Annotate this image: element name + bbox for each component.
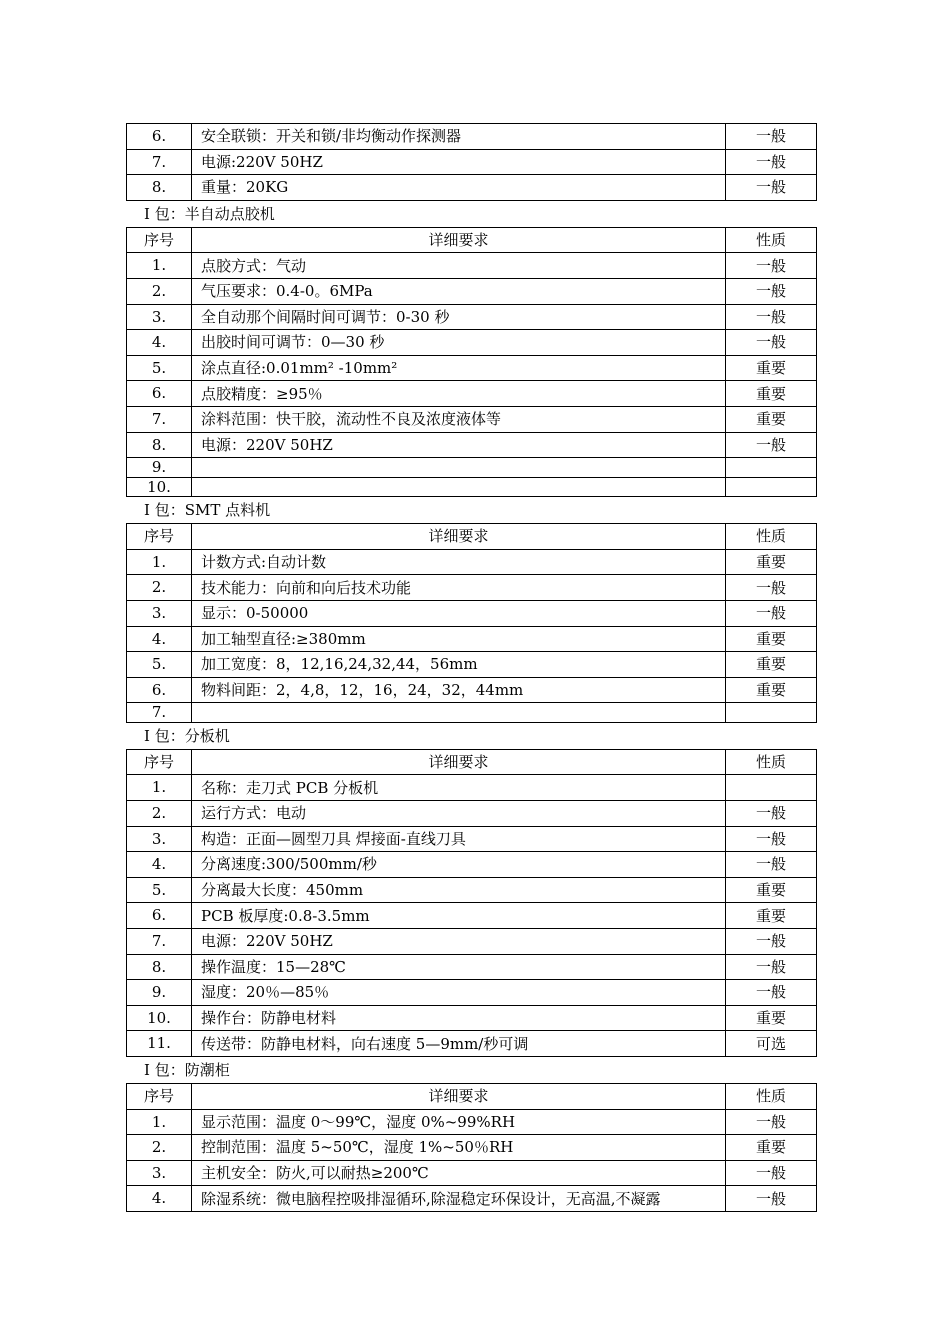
row-nature: 一般 (726, 954, 817, 980)
table-header-row (127, 227, 817, 253)
table-row (127, 458, 817, 478)
table-row (127, 1160, 817, 1186)
row-detail: 除湿系统：微电脑程控吸排湿循环,除湿稳定环保设计，无高温,不凝露 (192, 1186, 726, 1212)
header-cell-nature: 性质 (726, 524, 817, 550)
row-nature: 一般 (726, 175, 817, 201)
row-number: 5. (127, 355, 192, 381)
table-row (127, 1135, 817, 1161)
row-detail: 点胶方式：气动 (192, 253, 726, 279)
row-number: 3. (127, 826, 192, 852)
row-number: 4. (127, 626, 192, 652)
row-number: 8. (127, 175, 192, 201)
row-nature: 一般 (726, 575, 817, 601)
row-number: 4. (127, 1186, 192, 1212)
row-nature: 重要 (726, 549, 817, 575)
table-row (127, 330, 817, 356)
row-nature (726, 703, 817, 723)
row-detail: 控制范围：温度 5~50℃，湿度 1%~50％RH (192, 1135, 726, 1161)
header-cell-detail: 详细要求 (192, 524, 726, 550)
row-number: 9. (127, 980, 192, 1006)
row-detail: 安全联锁：开关和锁/非均衡动作探测器 (192, 124, 726, 150)
row-detail: 湿度：20％—85％ (192, 980, 726, 1006)
row-detail: 电源：220V 50HZ (192, 928, 726, 954)
row-nature: 重要 (726, 406, 817, 432)
row-detail: 加工宽度：8，12,16,24,32,44，56mm (192, 652, 726, 678)
row-detail: 涂点直径:0.01mm² -10mm² (192, 355, 726, 381)
row-detail: 传送带：防静电材料，向右速度 5—9mm/秒可调 (192, 1031, 726, 1057)
row-detail: 加工轴型直径:≥380mm (192, 626, 726, 652)
row-number: 7. (127, 928, 192, 954)
row-nature: 重要 (726, 677, 817, 703)
table-row (127, 175, 817, 201)
row-detail (192, 477, 726, 497)
table-row (127, 406, 817, 432)
row-nature: 一般 (726, 800, 817, 826)
table-row (127, 1109, 817, 1135)
table-row (127, 477, 817, 497)
row-number: 3. (127, 1160, 192, 1186)
row-number: 11. (127, 1031, 192, 1057)
row-detail: 主机安全：防火,可以耐热≥200℃ (192, 1160, 726, 1186)
row-detail (192, 703, 726, 723)
header-cell-number: 序号 (127, 749, 192, 775)
row-nature: 一般 (726, 928, 817, 954)
table-row (127, 278, 817, 304)
row-nature: 重要 (726, 1005, 817, 1031)
table-row (127, 626, 817, 652)
row-number: 10. (127, 1005, 192, 1031)
row-detail: 名称：走刀式 PCB 分板机 (192, 775, 726, 801)
row-number: 7. (127, 149, 192, 175)
row-number: 2. (127, 575, 192, 601)
row-detail: 电源：220V 50HZ (192, 432, 726, 458)
row-nature: 一般 (726, 432, 817, 458)
row-number: 3. (127, 600, 192, 626)
row-nature: 一般 (726, 826, 817, 852)
row-detail: 重量：20KG (192, 175, 726, 201)
row-nature: 一般 (726, 253, 817, 279)
table-header-row (127, 749, 817, 775)
row-number: 6. (127, 381, 192, 407)
requirements-table (126, 523, 817, 723)
requirements-table (126, 123, 817, 201)
row-detail (192, 458, 726, 478)
row-detail: PCB 板厚度:0.8-3.5mm (192, 903, 726, 929)
requirements-table (126, 227, 817, 497)
row-detail: 出胶时间可调节：0—30 秒 (192, 330, 726, 356)
row-detail: 技术能力：向前和向后技术功能 (192, 575, 726, 601)
header-cell-nature: 性质 (726, 749, 817, 775)
row-detail: 电源:220V 50HZ (192, 149, 726, 175)
row-detail: 物料间距：2，4,8，12，16，24，32，44mm (192, 677, 726, 703)
table-row (127, 1186, 817, 1212)
row-nature: 一般 (726, 330, 817, 356)
table-row (127, 800, 817, 826)
row-detail: 显示：0-50000 (192, 600, 726, 626)
row-number: 1. (127, 775, 192, 801)
table-row (127, 304, 817, 330)
row-number: 2. (127, 800, 192, 826)
table-row (127, 1031, 817, 1057)
row-nature: 重要 (726, 652, 817, 678)
row-number: 7. (127, 703, 192, 723)
row-nature: 一般 (726, 149, 817, 175)
row-detail: 计数方式:自动计数 (192, 549, 726, 575)
header-cell-number: 序号 (127, 1083, 192, 1109)
row-number: 9. (127, 458, 192, 478)
table-row (127, 703, 817, 723)
table-row (127, 677, 817, 703)
table-row (127, 1005, 817, 1031)
table-header-row (127, 1083, 817, 1109)
row-number: 6. (127, 677, 192, 703)
row-nature (726, 458, 817, 478)
row-nature: 重要 (726, 1135, 817, 1161)
table-row (127, 775, 817, 801)
row-number: 6. (127, 903, 192, 929)
row-detail: 分离速度:300/500mm/秒 (192, 852, 726, 878)
header-cell-detail: 详细要求 (192, 1083, 726, 1109)
row-nature: 重要 (726, 877, 817, 903)
section-title: I 包：SMT 点料机 (144, 501, 271, 520)
row-nature (726, 477, 817, 497)
row-detail: 点胶精度：≥95％ (192, 381, 726, 407)
row-nature: 一般 (726, 278, 817, 304)
header-cell-nature: 性质 (726, 1083, 817, 1109)
row-detail: 操作台：防静电材料 (192, 1005, 726, 1031)
table-row (127, 903, 817, 929)
row-nature: 可选 (726, 1031, 817, 1057)
row-number: 4. (127, 330, 192, 356)
table-row (127, 381, 817, 407)
row-number: 5. (127, 652, 192, 678)
row-nature: 一般 (726, 1109, 817, 1135)
row-nature: 重要 (726, 381, 817, 407)
row-nature: 一般 (726, 600, 817, 626)
row-detail: 全自动那个间隔时间可调节：0-30 秒 (192, 304, 726, 330)
row-nature: 一般 (726, 1186, 817, 1212)
table-row (127, 124, 817, 150)
row-number: 8. (127, 432, 192, 458)
header-cell-detail: 详细要求 (192, 749, 726, 775)
row-number: 10. (127, 477, 192, 497)
table-row (127, 652, 817, 678)
table-row (127, 575, 817, 601)
table-row (127, 549, 817, 575)
table-row (127, 432, 817, 458)
row-nature (726, 775, 817, 801)
row-number: 7. (127, 406, 192, 432)
table-row (127, 355, 817, 381)
row-number: 1. (127, 1109, 192, 1135)
table-row (127, 954, 817, 980)
requirements-table (126, 1083, 817, 1212)
row-number: 2. (127, 1135, 192, 1161)
row-number: 2. (127, 278, 192, 304)
row-nature: 一般 (726, 304, 817, 330)
header-cell-nature: 性质 (726, 227, 817, 253)
row-nature: 一般 (726, 980, 817, 1006)
table-row (127, 852, 817, 878)
table-row (127, 928, 817, 954)
table-header-row (127, 524, 817, 550)
row-detail: 分离最大长度：450mm (192, 877, 726, 903)
header-cell-detail: 详细要求 (192, 227, 726, 253)
row-nature: 一般 (726, 1160, 817, 1186)
row-nature: 重要 (726, 626, 817, 652)
table-row (127, 980, 817, 1006)
row-number: 5. (127, 877, 192, 903)
table-row (127, 826, 817, 852)
table-row (127, 877, 817, 903)
row-nature: 一般 (726, 124, 817, 150)
row-detail: 构造：正面—圆型刀具 焊接面-直线刀具 (192, 826, 726, 852)
table-row (127, 149, 817, 175)
row-detail: 操作温度：15—28℃ (192, 954, 726, 980)
requirements-table (126, 749, 817, 1057)
row-nature: 一般 (726, 852, 817, 878)
section-title: I 包：防潮柜 (144, 1060, 230, 1079)
section-title: I 包：半自动点胶机 (144, 204, 275, 223)
row-number: 4. (127, 852, 192, 878)
row-number: 1. (127, 253, 192, 279)
section-title: I 包：分板机 (144, 726, 230, 745)
header-cell-number: 序号 (127, 227, 192, 253)
document-page (126, 123, 816, 1212)
row-detail: 显示范围：温度 0～99℃，湿度 0%~99%RH (192, 1109, 726, 1135)
row-nature: 重要 (726, 903, 817, 929)
row-number: 3. (127, 304, 192, 330)
table-row (127, 253, 817, 279)
row-number: 6. (127, 124, 192, 150)
row-number: 1. (127, 549, 192, 575)
row-detail: 运行方式：电动 (192, 800, 726, 826)
table-row (127, 600, 817, 626)
row-detail: 气压要求：0.4-0。6MPa (192, 278, 726, 304)
row-detail: 涂料范围：快干胶，流动性不良及浓度液体等 (192, 406, 726, 432)
header-cell-number: 序号 (127, 524, 192, 550)
row-nature: 重要 (726, 355, 817, 381)
row-number: 8. (127, 954, 192, 980)
